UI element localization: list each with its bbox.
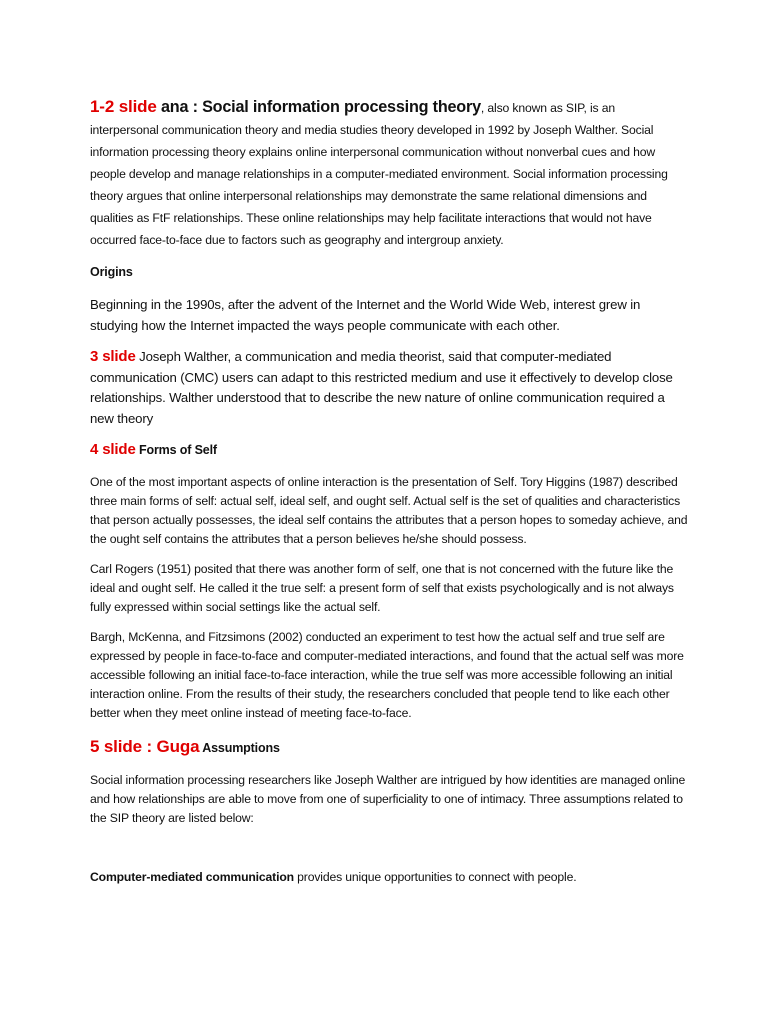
assumption-1-rest: provides unique opportunities to connect with people.: [293, 870, 577, 884]
slide-tag-5: 5 slide : Guga: [90, 737, 200, 756]
origins-heading: Origins: [90, 265, 133, 279]
slide5-heading: [90, 737, 690, 758]
slide3-text: Joseph Walther, a communication and media theorist, said that computer-mediated communication (CMC) users can adapt to this restricted medium and use it effectively to develop close relationships. Walther understood that to describe the new nature of online communication required a new theory: [90, 349, 673, 426]
assumption-1: [90, 868, 690, 887]
slide-tag-1-2: 1-2 slide: [90, 97, 157, 116]
slide4-paragraph-3: Bargh, McKenna, and Fitzsimons (2002) conducted an experiment to test how the actual self and true self are expressed by people in face-to-face and computer-mediated interactions, and found that the actual self was more accessible following an initial face-to-face interaction, while the true self was more accessible following an initial interaction online. From the results of their study, the researchers concluded that people tend to like each other better when they meet online instead of meeting face-to-face.: [90, 630, 684, 720]
assumptions-heading: Assumptions: [199, 741, 280, 755]
intro-lead-text: , also known as SIP, is an: [480, 101, 615, 115]
slide-tag-3: 3 slide: [90, 348, 136, 365]
origins-paragraph: Beginning in the 1990s, after the advent of the Internet and the World Wide Web, interest grew in studying how the Internet impacted the ways people communicate with each other.: [90, 297, 641, 333]
intro-body: interpersonal communication theory and media studies theory developed in 1992 by Joseph Walther. Social information processing theory explains online interpersonal communication without nonverbal cues and how people develop and manage relationships in a computer-mediated environment. Social information processing theory argues that online interpersonal relationships may demonstrate the same relational dimensions and qualities as FtF relationships. These online relationships may help facilitate interactions that would not have occurred face-to-face due to factors such as geography and intergroup anxiety.: [90, 123, 668, 247]
slide3-paragraph: [90, 347, 690, 429]
slide-tag-4: 4 slide: [90, 441, 136, 458]
intro-title: ana : Social information processing theory: [156, 98, 481, 116]
forms-of-self-heading: Forms of Self: [135, 443, 217, 457]
slide5-paragraph: Social information processing researchers like Joseph Walther are intrigued by how identities are managed online and how relationships are able to move from one of superficiality to one of intimacy. Three assumptions related to the SIP theory are listed below:: [90, 773, 686, 825]
intro-paragraph: [90, 96, 690, 251]
slide4-paragraph-1: One of the most important aspects of online interaction is the presentation of Self. Tory Higgins (1987) described three main forms of self: actual self, ideal self, and ought self. Actual self is the set of qualities and characteristics that person actually possesses, the ideal self contains the attributes that a person hopes to someday achieve, and the ought self contains the attributes that a person believes he/she should possess.: [90, 475, 688, 546]
slide4-heading: [90, 440, 690, 460]
document-page: [90, 96, 690, 898]
slide4-paragraph-2: Carl Rogers (1951) posited that there was another form of self, one that is not concerned with the future like the ideal and ought self. He called it the true self: a present form of self that exists psychologically and is not always fully expressed within social settings like the actual self.: [90, 562, 674, 614]
assumption-1-bold: Computer-mediated communication: [90, 870, 294, 884]
